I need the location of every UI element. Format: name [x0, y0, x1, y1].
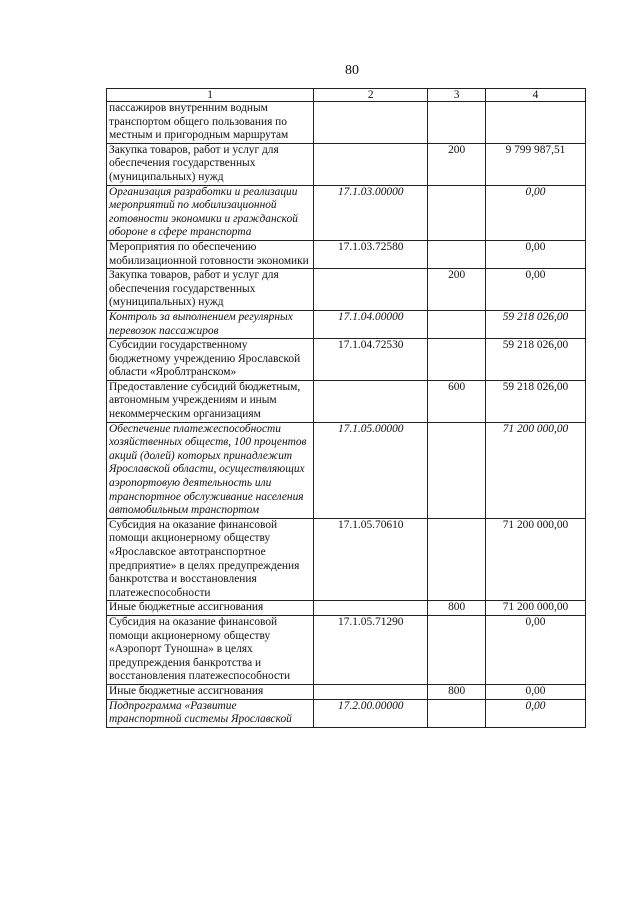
- table-row: [107, 615, 586, 684]
- row-sum-cell: 0,00: [485, 269, 585, 311]
- row-code-cell: [314, 601, 428, 616]
- row-expense-type-cell: [428, 615, 486, 684]
- row-name-cell: Предоставление субсидий бюджетным, автономным учреждениям и иным некоммерческим организациям: [107, 380, 314, 422]
- row-code-cell: [314, 143, 428, 185]
- row-expense-type-cell: 200: [428, 269, 486, 311]
- row-sum-cell: 9 799 987,51: [485, 143, 585, 185]
- row-code-cell: [314, 380, 428, 422]
- table-row: [107, 310, 586, 338]
- page-number: 80: [345, 63, 359, 78]
- row-name-cell: Контроль за выполнением регулярных перевозок пассажиров: [107, 310, 314, 338]
- row-expense-type-cell: 800: [428, 684, 486, 699]
- table-row: [107, 699, 586, 727]
- row-sum-cell: 71 200 000,00: [485, 601, 585, 616]
- row-name-cell: Закупка товаров, работ и услуг для обеспечения государственных (муниципальных) нужд: [107, 269, 314, 311]
- table-row: [107, 518, 586, 601]
- row-name-cell: Мероприятия по обеспечению мобилизационной готовности экономики: [107, 240, 314, 268]
- row-name-cell: Обеспечение платежеспособности хозяйственных обществ, 100 процентов акций (долей) которых принадлежит Ярославской области, осуществляющих аэропортовую деятельность или транспортное обслуживание населения автомобильным транспортом: [107, 422, 314, 518]
- table-row: [107, 185, 586, 240]
- row-expense-type-cell: [428, 185, 486, 240]
- row-code-cell: 17.1.03.72580: [314, 240, 428, 268]
- table-row: [107, 380, 586, 422]
- row-name-cell: Иные бюджетные ассигнования: [107, 684, 314, 699]
- row-expense-type-cell: [428, 240, 486, 268]
- row-sum-cell: 0,00: [485, 699, 585, 727]
- row-sum-cell: 0,00: [485, 684, 585, 699]
- row-code-cell: 17.2.00.00000: [314, 699, 428, 727]
- row-code-cell: [314, 269, 428, 311]
- row-name-cell: Подпрограмма «Развитие транспортной системы Ярославской: [107, 699, 314, 727]
- row-expense-type-cell: [428, 518, 486, 601]
- row-expense-type-cell: 600: [428, 380, 486, 422]
- row-code-cell: [314, 684, 428, 699]
- table-header-row: [107, 89, 586, 102]
- row-name-cell: Субсидия на оказание финансовой помощи акционерному обществу «Ярославское автотранспортное предприятие» в целях предупреждения банкротства и восстановления платежеспособности: [107, 518, 314, 601]
- header-col-3: 3: [428, 89, 486, 102]
- row-code-cell: 17.1.05.71290: [314, 615, 428, 684]
- row-name-cell: Иные бюджетные ассигнования: [107, 601, 314, 616]
- table-row: [107, 601, 586, 616]
- header-col-4: 4: [485, 89, 585, 102]
- row-expense-type-cell: [428, 422, 486, 518]
- row-sum-cell: 71 200 000,00: [485, 422, 585, 518]
- row-sum-cell: 59 218 026,00: [485, 380, 585, 422]
- row-code-cell: 17.1.04.00000: [314, 310, 428, 338]
- header-col-1: 1: [107, 89, 314, 102]
- row-name-cell: Субсидии государственному бюджетному учреждению Ярославской области «Яроблтранском»: [107, 339, 314, 381]
- row-expense-type-cell: [428, 310, 486, 338]
- row-name-cell: Закупка товаров, работ и услуг для обеспечения государственных (муниципальных) нужд: [107, 143, 314, 185]
- table-row: [107, 143, 586, 185]
- row-expense-type-cell: 800: [428, 601, 486, 616]
- budget-table: [106, 88, 586, 728]
- table-row: [107, 269, 586, 311]
- row-expense-type-cell: [428, 102, 486, 144]
- row-expense-type-cell: 200: [428, 143, 486, 185]
- row-name-cell: пассажиров внутренним водным транспортом общего пользования по местным и пригородным маршрутам: [107, 102, 314, 144]
- row-name-cell: Организация разработки и реализации мероприятий по мобилизационной готовности экономики и гражданской обороне в сфере транспорта: [107, 185, 314, 240]
- row-code-cell: 17.1.04.72530: [314, 339, 428, 381]
- table-row: [107, 102, 586, 144]
- table-row: [107, 240, 586, 268]
- row-sum-cell: [485, 102, 585, 144]
- row-expense-type-cell: [428, 339, 486, 381]
- table-row: [107, 684, 586, 699]
- row-sum-cell: 0,00: [485, 185, 585, 240]
- row-code-cell: 17.1.05.70610: [314, 518, 428, 601]
- row-sum-cell: 0,00: [485, 615, 585, 684]
- table-row: [107, 422, 586, 518]
- row-expense-type-cell: [428, 699, 486, 727]
- row-sum-cell: 71 200 000,00: [485, 518, 585, 601]
- row-code-cell: [314, 102, 428, 144]
- header-col-2: 2: [314, 89, 428, 102]
- row-code-cell: 17.1.03.00000: [314, 185, 428, 240]
- row-code-cell: 17.1.05.00000: [314, 422, 428, 518]
- row-name-cell: Субсидия на оказание финансовой помощи акционерному обществу «Аэропорт Туношна» в целях предупреждения банкротства и восстановления платежеспособности: [107, 615, 314, 684]
- row-sum-cell: 59 218 026,00: [485, 310, 585, 338]
- row-sum-cell: 0,00: [485, 240, 585, 268]
- row-sum-cell: 59 218 026,00: [485, 339, 585, 381]
- table-row: [107, 339, 586, 381]
